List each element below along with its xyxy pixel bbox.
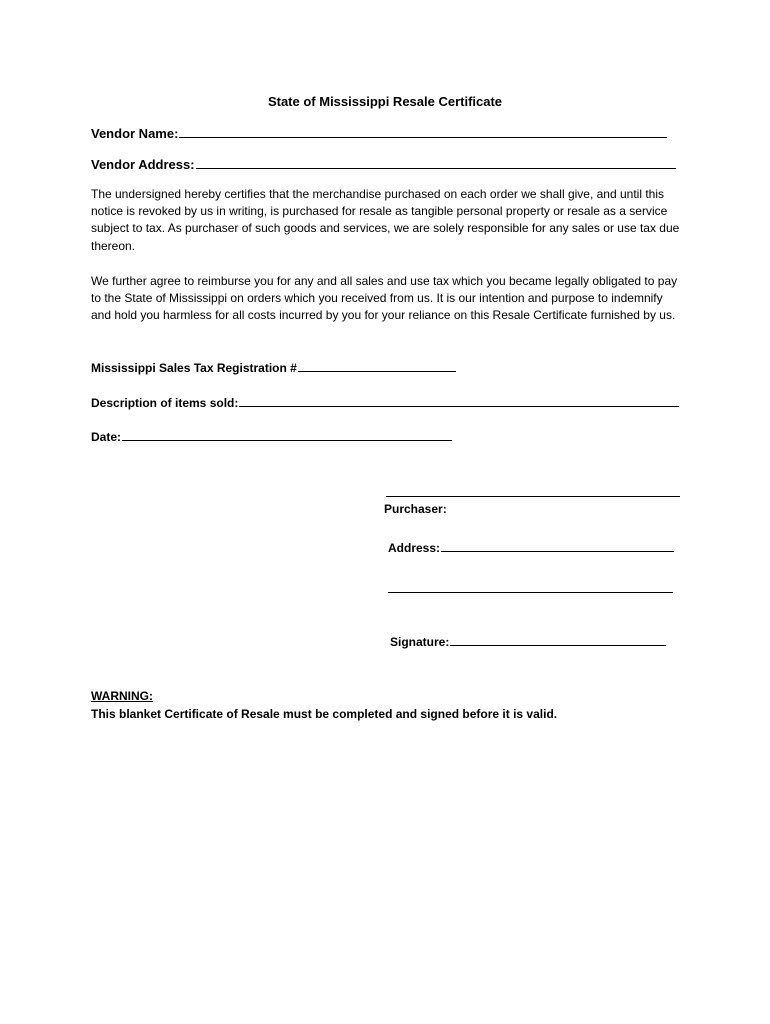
certification-paragraph: The undersigned hereby certifies that the merchandise purchased on each order we shall give, and until this notice is revoked by us in writing, is purchased for resale as tangible personal property or resale as a service subject to tax. As purchaser of such goods and services, we are solely responsible for any sales or use tax due thereon. (91, 187, 680, 253)
signature-blank-line[interactable] (450, 633, 666, 646)
vendor-name-field (91, 125, 667, 143)
warning-title: WARNING: (91, 689, 153, 703)
registration-label: Mississippi Sales Tax Registration # (91, 361, 297, 375)
signature-field (390, 633, 666, 651)
purchaser-label: Purchaser: (384, 502, 447, 516)
vendor-address-blank-line[interactable] (196, 156, 676, 169)
vendor-name-label: Vendor Name: (91, 126, 179, 141)
address-field (388, 539, 674, 557)
address-blank-line[interactable] (441, 539, 674, 552)
vendor-address-field (91, 156, 676, 174)
vendor-address-label: Vendor Address: (91, 157, 195, 172)
description-field (91, 394, 679, 412)
warning-text: This blanket Certificate of Resale must be completed and signed before it is valid. (91, 707, 558, 721)
purchaser-blank-line[interactable] (386, 496, 680, 497)
signature-label: Signature: (390, 635, 450, 649)
vendor-name-blank-line[interactable] (179, 125, 667, 138)
description-label: Description of items sold: (91, 396, 239, 410)
registration-blank-line[interactable] (298, 359, 456, 372)
date-field (91, 428, 452, 446)
date-label: Date: (91, 430, 122, 444)
address-label: Address: (388, 541, 441, 555)
description-blank-line[interactable] (239, 394, 679, 407)
page-title: State of Mississippi Resale Certificate (267, 94, 503, 109)
date-blank-line[interactable] (122, 428, 452, 441)
address-second-blank-line[interactable] (388, 592, 673, 593)
registration-field (91, 359, 456, 377)
indemnification-paragraph: We further agree to reimburse you for any and all sales and use tax which you became legally obligated to pay to the State of Mississippi on orders which you received from us. It is our intention and purpose to indemnify and hold you harmless for all costs incurred by you for your reliance on this Resale Certificate furnished by us. (91, 274, 678, 323)
